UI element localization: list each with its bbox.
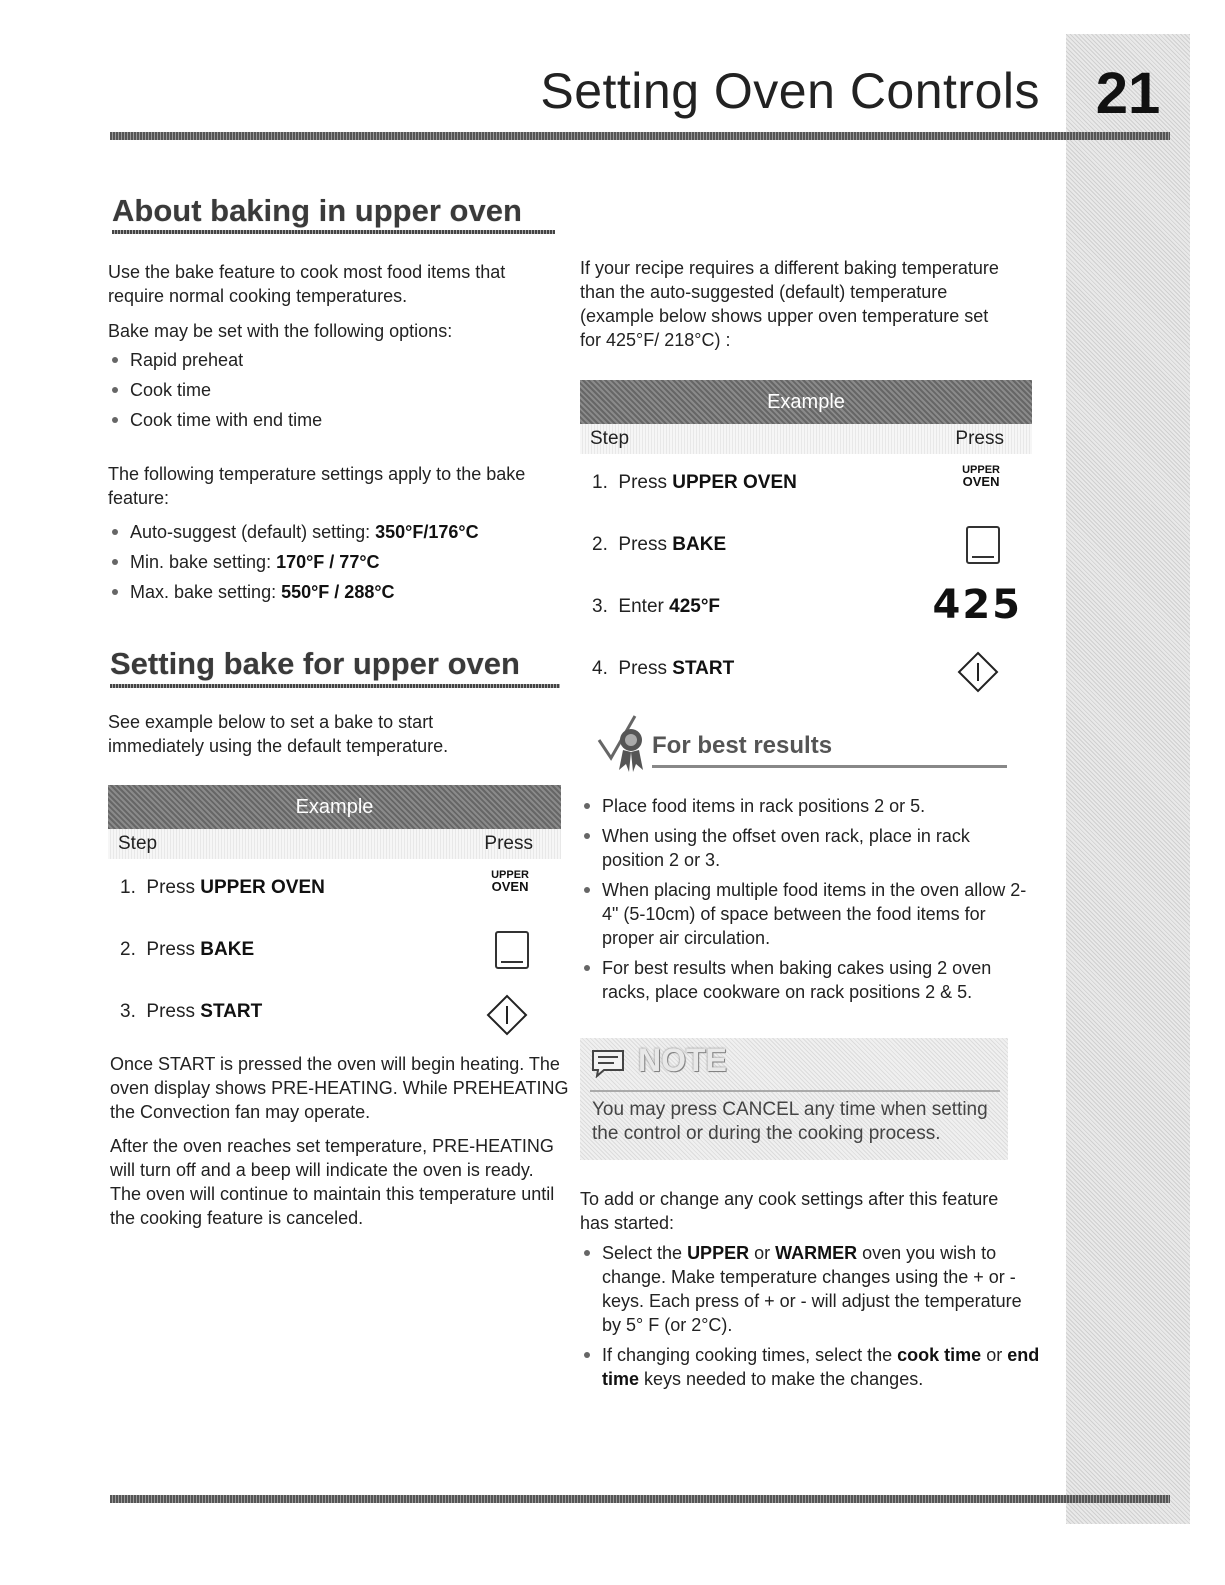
- example-box-left: [108, 785, 561, 1045]
- list-item: When using the offset oven rack, place in rack position 2 or 3.: [580, 824, 1035, 872]
- example-step: 1. Press UPPER OVEN UPPER OVEN: [592, 464, 1000, 493]
- press-header: Press: [955, 428, 1004, 449]
- options-list: [108, 348, 558, 438]
- bottom-rule: [110, 1495, 1170, 1503]
- note-rule: [590, 1090, 1000, 1092]
- about-heading: About baking in upper oven: [112, 193, 522, 228]
- change-intro: To add or change any cook settings after this feature has started:: [580, 1189, 999, 1233]
- number-display: 425: [932, 582, 1022, 628]
- list-item: Cook time with end time: [108, 408, 558, 432]
- list-item: If changing cooking times, select the cook time or end time keys needed to make the changes.: [580, 1343, 1040, 1391]
- list-item: Cook time: [108, 378, 558, 402]
- page-number: 21: [1095, 61, 1161, 126]
- about-intro: Use the bake feature to cook most food items that require normal cooking temperatures.: [108, 262, 506, 306]
- example-header: [580, 424, 1032, 454]
- bake-key-icon: [495, 931, 529, 969]
- setting-intro: See example below to set a bake to start immediately using the default temperature.: [108, 712, 449, 756]
- upper-oven-key-icon: UPPER OVEN: [491, 869, 529, 894]
- best-results-rule: [652, 765, 1007, 768]
- list-item: Max. bake setting: 550°F / 288°C: [108, 580, 558, 604]
- list-item: Place food items in rack positions 2 or 5.: [580, 794, 1035, 818]
- temps-list: [108, 520, 558, 610]
- note-title: NOTE: [638, 1042, 727, 1078]
- step-header: Step: [590, 428, 630, 449]
- example-title: Example: [580, 380, 1032, 424]
- note-text: You may press CANCEL any time when setting the control or during the cooking process.: [592, 1099, 988, 1144]
- example-step: 2. Press BAKE: [108, 921, 561, 983]
- list-item: When placing multiple food items in the oven allow 2-4" (5-10cm) of space between the food items for proper air circulation.: [580, 878, 1035, 950]
- setting-heading-rule: [110, 684, 560, 688]
- start-key-icon: [956, 650, 1000, 694]
- example-step: 3. Press START: [108, 983, 561, 1045]
- list-item: Select the UPPER or WARMER oven you wish to change. Make temperature changes using the + or - keys. Each press of + or - will adjust the temperature by 5° F (or 2°C).: [580, 1241, 1040, 1337]
- page-title: Setting Oven Controls: [540, 63, 1040, 119]
- top-rule: [110, 132, 1170, 140]
- options-intro: Bake may be set with the following options:: [108, 321, 453, 341]
- example-step: 3. Enter 425°F 425: [592, 582, 1022, 628]
- example-title: Example: [108, 785, 561, 829]
- list-item: Min. bake setting: 170°F / 77°C: [108, 550, 558, 574]
- side-band: [1066, 34, 1190, 1524]
- right-intro: If your recipe requires a different baking temperature than the auto-suggested (default) temperature (example below shows upper oven temperature set for 425°F/ 218°C) :: [580, 258, 999, 350]
- start-key-icon: [485, 993, 529, 1037]
- after-preheat-text: After the oven reaches set temperature, PRE-HEATING will turn off and a beep will indicate the oven is ready. The oven will continue to maintain this temperature until the cooking feature is canceled.: [110, 1136, 555, 1228]
- best-results-heading: For best results: [652, 732, 833, 759]
- bake-key-icon: [966, 526, 1000, 564]
- change-list: [580, 1241, 1040, 1397]
- best-results-list: [580, 794, 1035, 1010]
- step-header: Step: [118, 833, 158, 854]
- list-item: Rapid preheat: [108, 348, 558, 372]
- example-step: 1. Press UPPER OVEN UPPER OVEN: [120, 869, 529, 898]
- setting-heading: Setting bake for upper oven: [110, 646, 520, 681]
- list-item: For best results when baking cakes using 2 oven racks, place cookware on rack positions 2 & 5.: [580, 956, 1035, 1004]
- temp-intro: The following temperature settings apply to the bake feature:: [108, 464, 526, 508]
- note-icon: [590, 1048, 626, 1078]
- example-step: 4. Press START: [580, 640, 1032, 702]
- about-heading-rule: [112, 230, 555, 234]
- note-box: [580, 1038, 1008, 1160]
- after-start-text: Once START is pressed the oven will begin heating. The oven display shows PRE-HEATING. While PREHEATING the Convection fan may operate.: [110, 1054, 569, 1122]
- press-header: Press: [484, 833, 533, 854]
- example-box-right: [580, 380, 1032, 702]
- list-item: Auto-suggest (default) setting: 350°F/176°C: [108, 520, 558, 544]
- example-header: [108, 829, 561, 859]
- upper-oven-key-icon: UPPER OVEN: [962, 464, 1000, 489]
- check-ribbon-icon: [595, 710, 651, 776]
- example-step: 2. Press BAKE: [580, 516, 1032, 578]
